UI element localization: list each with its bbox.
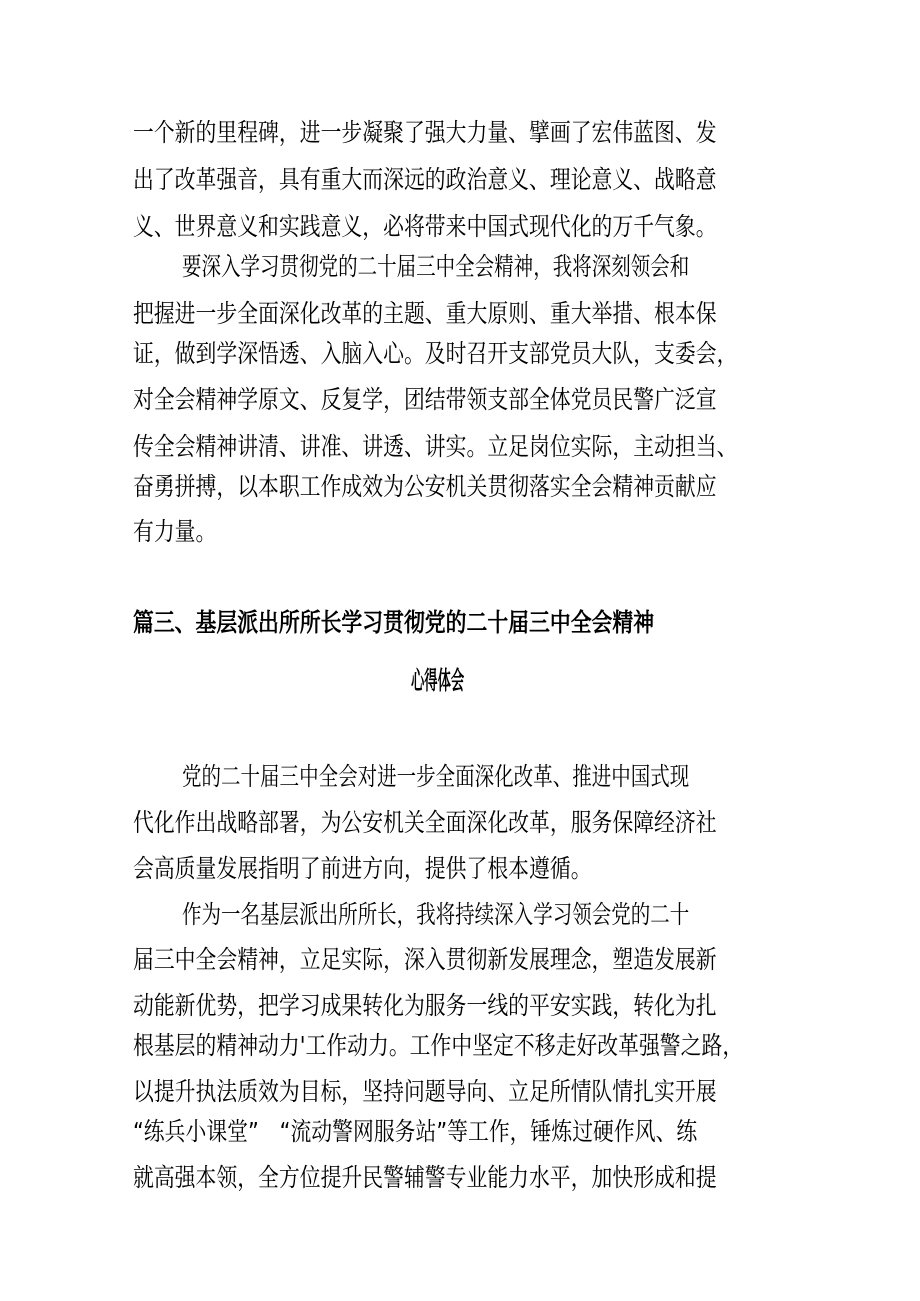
paragraph-line: 届三中全会精神，立足实际，深入贯彻新发展理念，塑造发展新: [133, 945, 717, 974]
paragraph-line: 奋勇拼搏，以本职工作成效为公安机关贯彻落实全会精神贡献应: [133, 472, 717, 501]
paragraph-line: 一个新的里程碑，进一步凝聚了强大力量、擘画了宏伟蓝图、发: [133, 118, 717, 147]
paragraph-line: 传全会精神讲清、讲准、讲透、讲实。立足岗位实际，主动担当、: [133, 432, 738, 461]
section-heading-subtitle: 心得体会: [411, 666, 465, 695]
paragraph-line: 要深入学习贯彻党的二十届三中全会精神，我将深刻领会和: [182, 252, 690, 281]
section-heading: 篇三、基层派出所所长学习贯彻党的二十届三中全会精神: [133, 608, 655, 637]
paragraph-line: 把握进一步全面深化改革的主题、重大原则、重大举措、根本保: [133, 299, 717, 328]
paragraph-line: 会高质量发展指明了前进方向，提供了根本遵循。: [133, 854, 592, 883]
paragraph-line: 有力量。: [133, 517, 217, 546]
paragraph-line: 作为一名基层派出所所长，我将持续深入学习领会党的二十: [182, 900, 690, 929]
paragraph-line: 义、世界意义和实践意义，必将带来中国式现代化的万千气象。: [133, 212, 717, 241]
paragraph-line: 对全会精神学原文、反复学，团结带领支部全体党员民警广泛宣: [133, 385, 717, 414]
paragraph-line: 党的二十届三中全会对进一步全面深化改革、推进中国式现: [182, 762, 690, 791]
paragraph-line: 动能新优势，把学习成果转化为服务一线的平安实践，转化为扎: [133, 991, 717, 1020]
paragraph-line: 就高强本领，全方位提升民警辅警专业能力水平，加快形成和提: [133, 1163, 717, 1192]
paragraph-line: 代化作出战略部署，为公安机关全面深化改革，服务保障经济社: [133, 808, 717, 837]
paragraph-line: 出了改革强音，具有重大而深远的政治意义、理论意义、战略意: [133, 165, 717, 194]
paragraph-line: “练兵小课堂” “流动警网服务站”等工作，锤炼过硬作风、练: [133, 1117, 698, 1146]
paragraph-line: 证，做到学深悟透、入脑入心。及时召开支部党员大队，支委会，: [133, 339, 738, 368]
paragraph-line: 以提升执法质效为目标，坚持问题导向、立足所情队情扎实开展: [133, 1077, 717, 1106]
paragraph-line: 根基层的精神动力'工作动力。工作中坚定不移走好改革强警之路，: [133, 1031, 744, 1060]
